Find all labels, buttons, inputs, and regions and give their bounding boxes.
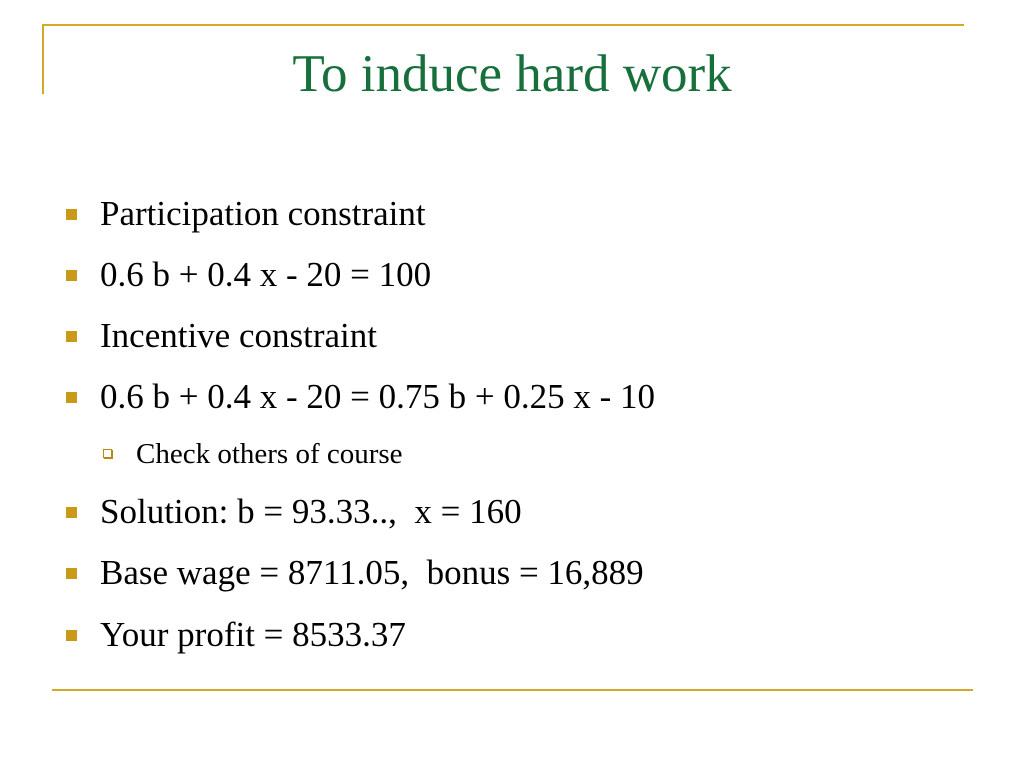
slide-title: To induce hard work	[292, 45, 732, 103]
bullet-text: Solution: b = 93.33.., x = 160	[100, 492, 522, 531]
bottom-accent-line	[52, 689, 973, 691]
square-bullet-icon	[66, 568, 77, 579]
sub-bullet-text: Check others of course	[136, 438, 403, 470]
bullet-text: 0.6 b + 0.4 x - 20 = 0.75 b + 0.25 x - 10	[100, 377, 656, 416]
square-bullet-icon	[66, 630, 77, 641]
square-bullet-icon	[66, 507, 77, 518]
square-bullet-icon	[66, 392, 77, 403]
bullet-text: Base wage = 8711.05, bonus = 16,889	[100, 553, 644, 592]
bullet-text: Participation constraint	[100, 194, 426, 233]
bullet-text: Your profit = 8533.37	[100, 615, 406, 654]
bullet-text: 0.6 b + 0.4 x - 20 = 100	[100, 255, 432, 294]
square-bullet-icon	[66, 209, 77, 220]
square-bullet-icon	[66, 331, 77, 342]
bullet-text: Incentive constraint	[100, 316, 377, 355]
square-bullet-icon	[66, 270, 77, 281]
hollow-square-bullet-icon	[103, 449, 112, 458]
